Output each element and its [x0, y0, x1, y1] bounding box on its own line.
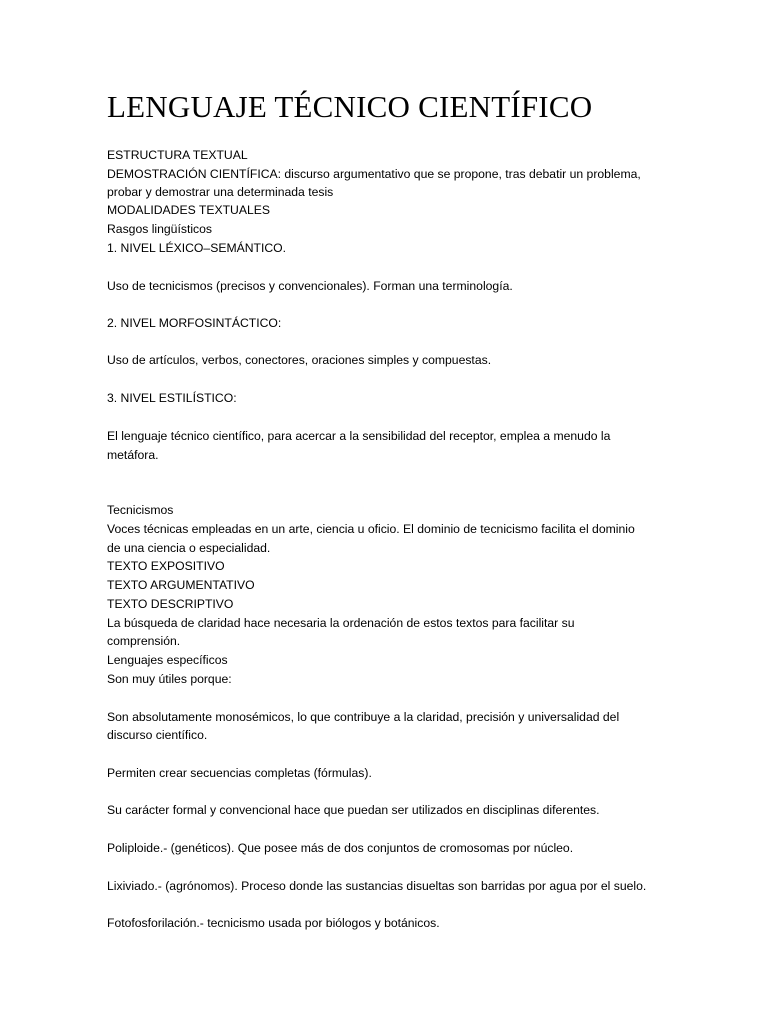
text-line: Son absolutamente monosémicos, lo que contribuye a la claridad, precisión y universalidad del — [107, 710, 620, 724]
text-line: metáfora. — [107, 448, 159, 462]
document-title: LENGUAJE TÉCNICO CIENTÍFICO — [107, 89, 593, 124]
text-line: Son muy útiles porque: — [107, 672, 232, 686]
text-line: Tecnicismos — [107, 503, 174, 517]
text-line: MODALIDADES TEXTUALES — [107, 203, 270, 217]
text-line: Lenguajes específicos — [107, 653, 228, 667]
text-line: DEMOSTRACIÓN CIENTÍFICA: discurso argumentativo que se propone, tras debatir un problema, — [107, 167, 641, 181]
text-line: de una ciencia o especialidad. — [107, 541, 271, 555]
text-line: Fotofosforilación.- tecnicismo usada por biólogos y botánicos. — [107, 916, 440, 930]
text-line: 2. NIVEL MORFOSINTÁCTICO: — [107, 316, 282, 330]
text-line: TEXTO EXPOSITIVO — [107, 559, 225, 573]
text-line: probar y demostrar una determinada tesis — [107, 185, 334, 199]
text-line: ESTRUCTURA TEXTUAL — [107, 148, 248, 162]
text-line: Voces técnicas empleadas en un arte, ciencia u oficio. El dominio de tecnicismo facilita el dominio — [107, 522, 635, 536]
text-line: Uso de artículos, verbos, conectores, oraciones simples y compuestas. — [107, 353, 492, 367]
text-line: 3. NIVEL ESTILÍSTICO: — [107, 391, 237, 405]
text-line: Permiten crear secuencias completas (fórmulas). — [107, 766, 372, 780]
text-line: 1. NIVEL LÉXICO–SEMÁNTICO. — [107, 241, 287, 255]
text-line: Poliploide.- (genéticos). Que posee más de dos conjuntos de cromosomas por núcleo. — [107, 841, 574, 855]
text-line: comprensión. — [107, 634, 181, 648]
text-line: Rasgos lingüísticos — [107, 222, 212, 236]
text-line: TEXTO ARGUMENTATIVO — [107, 578, 255, 592]
text-line: Uso de tecnicismos (precisos y convencionales). Forman una terminología. — [107, 279, 513, 293]
text-line: discurso científico. — [107, 728, 208, 742]
text-line: Lixiviado.- (agrónomos). Proceso donde las sustancias disueltas son barridas por agua por el suelo. — [107, 879, 647, 893]
text-line: El lenguaje técnico científico, para acercar a la sensibilidad del receptor, emplea a menudo la — [107, 429, 611, 443]
text-line: TEXTO DESCRIPTIVO — [107, 597, 234, 611]
text-line: Su carácter formal y convencional hace que puedan ser utilizados en disciplinas diferentes. — [107, 803, 600, 817]
text-line: La búsqueda de claridad hace necesaria la ordenación de estos textos para facilitar su — [107, 616, 575, 630]
